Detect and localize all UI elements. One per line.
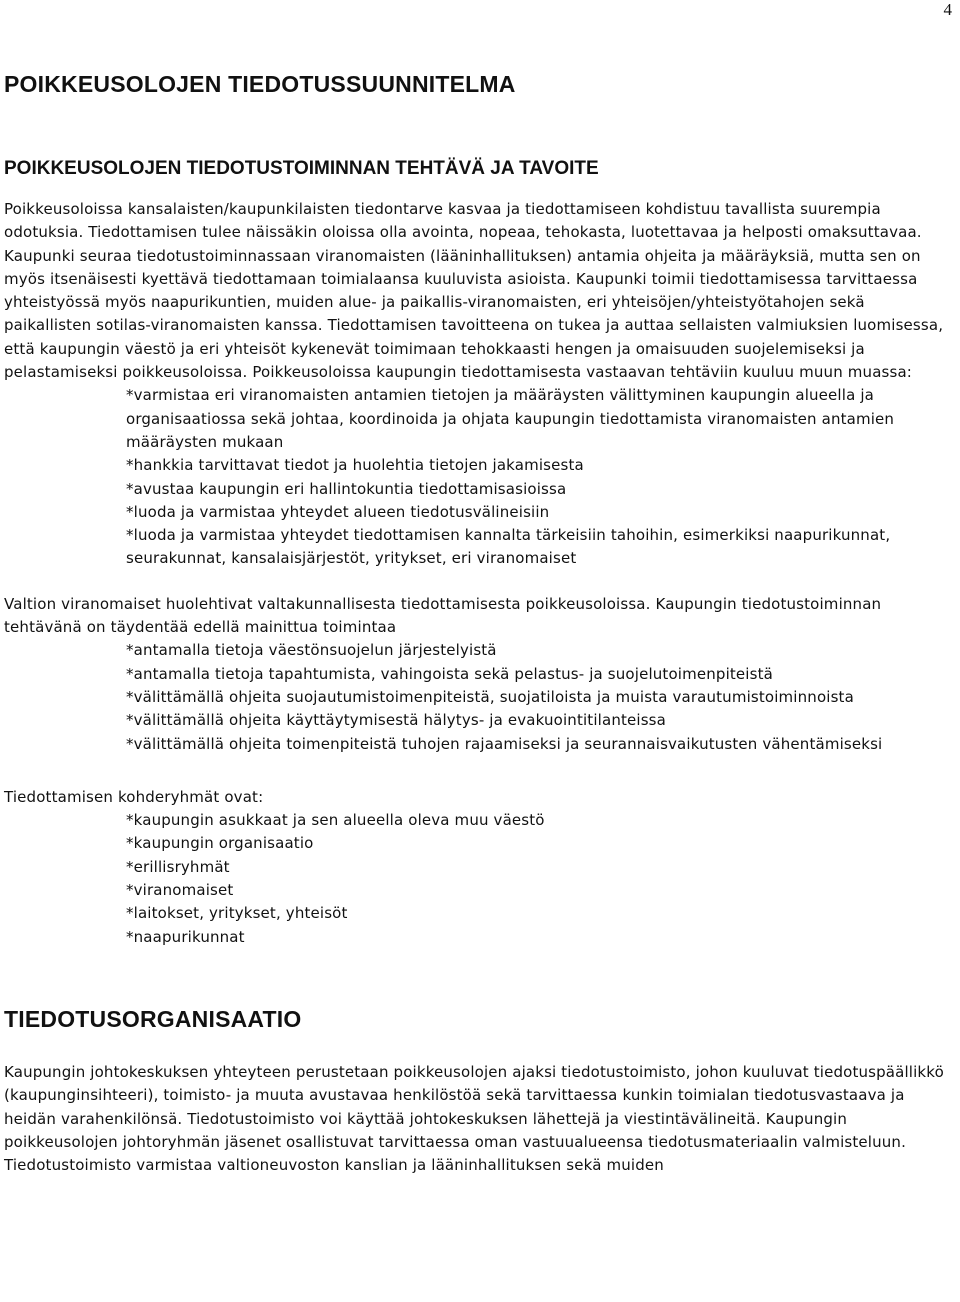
city-tasks-list xyxy=(4,384,948,570)
target-groups-list xyxy=(4,809,948,949)
list-item: *luoda ja varmistaa yhteydet tiedottamisen kannalta tärkeisiin tahoihin, esimerkiksi naapurikunnat, seurakunnat, kansalaisjärjestöt, yritykset, eri viranomaiset xyxy=(126,526,891,568)
list-item: *antamalla tietoja tapahtumista, vahingoista sekä pelastus- ja suojelutoimenpiteistä xyxy=(126,664,773,683)
list-item: *naapurikunnat xyxy=(126,927,245,946)
list-item: *luoda ja varmistaa yhteydet alueen tiedotusvälineisiin xyxy=(126,502,550,521)
page-number: 4 xyxy=(943,0,952,19)
list-item: *viranomaiset xyxy=(126,881,234,900)
state-tasks-list xyxy=(4,639,948,755)
intro-paragraph: Poikkeusoloissa kansalaisten/kaupunkilaisten tiedontarve kasvaa ja tiedottamiseen kohdistuu tavallista suurempia odotuksia. Tiedottamisen tulee näissäkin oloissa olla avointa, nopeaa, tehokasta, luotettavaa ja helposti omaksuttavaa. Kaupunki seuraa tiedotustoiminnassaan viranomaisten (lääninhallituksen) antamia ohjeita ja määräyksiä, mutta sen on myös itsenäisesti kyettävä tiedottamaan toimialaansa kuuluvista asioista. Kaupunki toimii tiedottamisessa tarvittaessa yhteistyössä myös naapurikuntien, muiden alue- ja paikallis-viranomaisten, eri yhteisöjen/yhteistyötahojen sekä paikallisten sotilas-viranomaisten kanssa. Tiedottamisen tavoitteena on tukea ja auttaa sellaisten valmiuksien luomisessa, että kaupungin väestö ja eri yhteisöt kykenevät toimimaan tehokkaasti hengen ja omaisuuden suojelemiseksi ja pelastamiseksi poikkeusoloissa. Poikkeusoloissa kaupungin tiedottamisesta vastaavan tehtäviin kuuluu muun muassa: xyxy=(4,200,944,382)
list-item: *erillisryhmät xyxy=(126,857,230,876)
list-item: *kaupungin organisaatio xyxy=(126,834,314,853)
document-body xyxy=(4,64,948,1177)
organisation-paragraph: Kaupungin johtokeskuksen yhteyteen perustetaan poikkeusolojen ajaksi tiedotustoimisto, johon kuuluvat tiedotuspäällikkö (kaupunginsihteeri), toimisto- ja muuta avustavaa henkilöstöä sekä tarvittaessa kunkin toimialan tiedotusvastaava ja heidän varahenkilönsä. Tiedotustoimisto voi käyttää johtokeskuksen lähettejä ja viestintävälineitä. Kaupungin poikkeusolojen johtoryhmän jäsenet osallistuvat tarvittaessa oman vastuualueensa tiedotusmateriaalin valmisteluun. Tiedotustoimisto varmistaa valtioneuvoston kanslian ja lääninhallituksen sekä muiden xyxy=(4,1062,944,1175)
list-item: *välittämällä ohjeita suojautumistoimenpiteistä, suojatiloista ja muista varautumistoiminnoista xyxy=(126,687,854,706)
document-title: POIKKEUSOLOJEN TIEDOTUSSUUNNITELMA xyxy=(4,71,516,97)
targets-intro: Tiedottamisen kohderyhmät ovat: xyxy=(4,787,264,806)
list-item: *hankkia tarvittavat tiedot ja huolehtia tietojen jakamisesta xyxy=(126,456,584,475)
section-title-organisation: TIEDOTUSORGANISAATIO xyxy=(4,1005,302,1032)
list-item: *laitokset, yritykset, yhteisöt xyxy=(126,904,348,923)
section-title-tasks: POIKKEUSOLOJEN TIEDOTUSTOIMINNAN TEHTÄVÄ JA TAVOITE xyxy=(4,158,599,179)
list-item: *varmistaa eri viranomaisten antamien tietojen ja määräysten välittyminen kaupungin alueella ja organisaatiossa sekä johtaa, koordinoida ja ohjata kaupungin tiedottamista viranomaisten antamien määräysten mukaan xyxy=(126,386,895,451)
list-item: *avustaa kaupungin eri hallintokuntia tiedottamisasioissa xyxy=(126,479,567,498)
list-item: *kaupungin asukkaat ja sen alueella oleva muu väestö xyxy=(126,811,545,830)
list-item: *välittämällä ohjeita käyttäytymisestä hälytys- ja evakuointitilanteissa xyxy=(126,711,666,730)
list-item: *antamalla tietoja väestönsuojelun järjestelyistä xyxy=(126,641,497,660)
state-paragraph: Valtion viranomaiset huolehtivat valtakunnallisesta tiedottamisesta poikkeusoloissa. Kaupungin tiedotustoiminnan tehtävänä on täydentää edellä mainittua toimintaa xyxy=(4,594,882,637)
list-item: *välittämällä ohjeita toimenpiteistä tuhojen rajaamiseksi ja seurannaisvaikutusten vähentämiseksi xyxy=(126,734,883,753)
